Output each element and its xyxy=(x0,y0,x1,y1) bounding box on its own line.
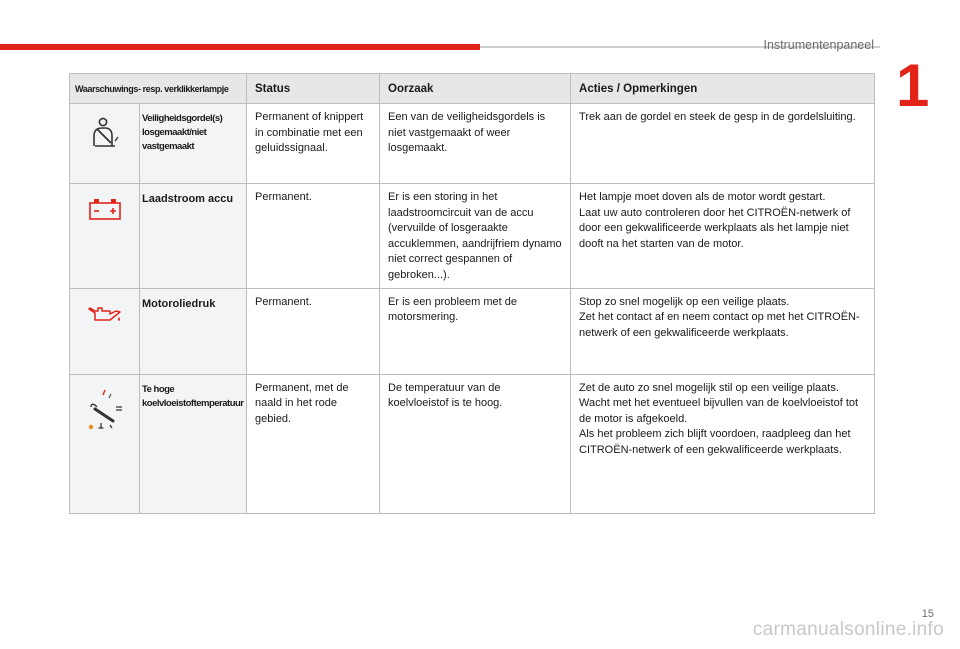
action-cell: Stop zo snel mogelijk op een veilige plaats. Zet het contact af en neem contact op met het CITROËN-netwerk of een gekwalificeerde werkplaats. xyxy=(571,288,875,374)
cause-cell: Er is een storing in het laadstroomcircuit van de accu (vervuilde of losgeraakte accuklemmen, aandrijfriem dynamo niet correct gespannen of gebroken...). xyxy=(380,184,571,289)
action-cell: Het lampje moet doven als de motor wordt gestart. Laat uw auto controleren door het CITROËN-netwerk of door een gekwalificeerde werkplaats als het lampje niet dooft na het starten van de motor. xyxy=(571,184,875,289)
column-header-lamp: Waarschuwings- resp. verklikkerlampje xyxy=(70,74,247,104)
icon-cell xyxy=(70,104,140,184)
status-cell: Permanent. xyxy=(247,288,380,374)
battery-icon xyxy=(87,196,123,222)
lamp-name: Laadstroom accu xyxy=(140,184,247,289)
action-cell: Zet de auto zo snel mogelijk stil op een veilige plaats. Wacht met het eventueel bijvullen van de koelvloeistof tot de motor is afgekoeld. Als het probleem zich blijft voordoen, raadpleeg dan het CITROËN-netwerk of een gekwalificeerde werkplaats. xyxy=(571,374,875,513)
lamp-name: Motoroliedruk xyxy=(140,288,247,374)
chapter-number: 1 xyxy=(896,52,930,119)
icon-cell xyxy=(70,374,140,513)
table-header-row xyxy=(70,74,875,104)
header-accent-bar xyxy=(0,44,480,50)
table-row-battery xyxy=(70,184,875,289)
column-header-cause: Oorzaak xyxy=(380,74,571,104)
cause-cell: De temperatuur van de koelvloeistof is te hoog. xyxy=(380,374,571,513)
status-cell: Permanent. xyxy=(247,184,380,289)
table-row-seatbelt xyxy=(70,104,875,184)
action-cell: Trek aan de gordel en steek de gesp in de gordelsluiting. xyxy=(571,104,875,184)
status-cell: Permanent of knippert in combinatie met een geluidssignaal. xyxy=(247,104,380,184)
table-row-coolant-temperature xyxy=(70,374,875,513)
status-cell: Permanent, met de naald in het rode gebied. xyxy=(247,374,380,513)
column-header-actions: Acties / Opmerkingen xyxy=(571,74,875,104)
cause-cell: Een van de veiligheidsgordels is niet vastgemaakt of weer losgemaakt. xyxy=(380,104,571,184)
oil-can-icon xyxy=(86,301,124,325)
column-header-status: Status xyxy=(247,74,380,104)
watermark: carmanualsonline.info xyxy=(752,619,944,640)
lamp-name: Te hoge koelvloeistoftemperatuur xyxy=(140,374,247,513)
icon-cell xyxy=(70,288,140,374)
cause-cell: Er is een probleem met de motorsmering. xyxy=(380,288,571,374)
table-row-oil-pressure xyxy=(70,288,875,374)
coolant-temperature-icon xyxy=(83,387,127,431)
seatbelt-icon xyxy=(88,116,122,150)
warning-lights-table xyxy=(69,73,875,514)
page-number: 15 xyxy=(921,608,934,620)
icon-cell xyxy=(70,184,140,289)
lamp-name: Veiligheidsgordel(s) losgemaakt/niet vastgemaakt xyxy=(140,104,247,184)
section-title: Instrumentenpaneel xyxy=(763,38,874,52)
